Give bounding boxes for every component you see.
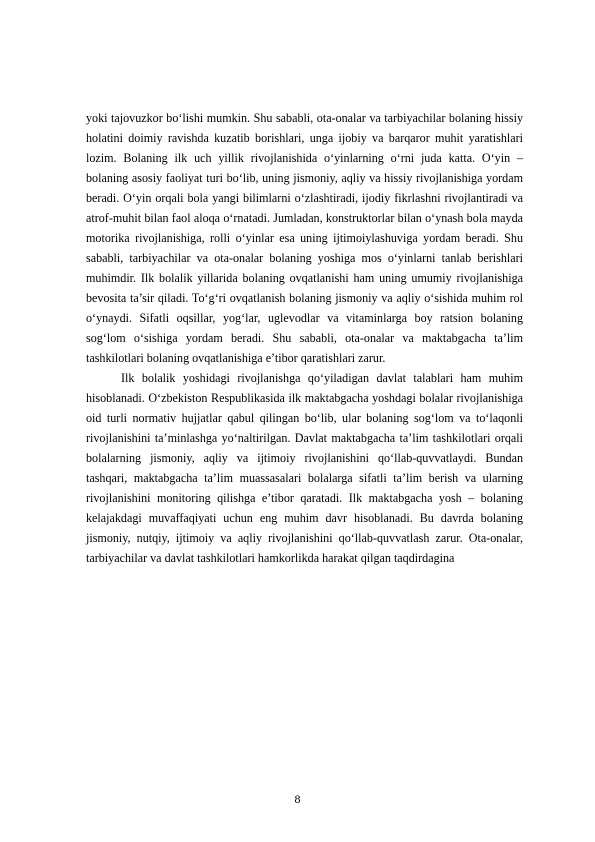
paragraph-continuation: yoki tajovuzkor bo‘lishi mumkin. Shu sababli, ota-onalar va tarbiyachilar bolaning hissiy holatini doimiy ravishda kuzatib borishlari, unga ijobiy va barqaror muhit yaratishlari lozim. Bolaning ilk uch yillik rivojlanishida o‘yinlarning o‘rni juda katta. O‘yin – bolaning asosiy faoliyat turi bo‘lib, uning jismoniy, aqliy va hissiy rivojlanishiga yordam beradi. O‘yin orqali bola yangi bilimlarni o‘zlashtiradi, ijodiy fikrlashni rivojlantiradi va atrof-muhit bilan faol aloqa o‘rnatadi. Jumladan, konstruktorlar bilan o‘ynash bola mayda motorika rivojlanishiga, rolli o‘yinlar esa uning ijtimoiylashuviga yordam beradi. Shu sababli, tarbiyachilar va ota-onalar bolaning yoshiga mos o‘yinlarni tanlab berishlari muhimdir. Ilk bolalik yillarida bolaning ovqatlanishi ham uning umumiy rivojlanishiga bevosita ta’sir qiladi. To‘g‘ri ovqatlanish bolaning jismoniy va aqliy o‘sishida muhim rol o‘ynaydi. Sifatli oqsillar, yog‘lar, uglevodlar va vitaminlarga boy ratsion bolaning sog‘lom o‘sishiga yordam beradi. Shu sababli, ota-onalar va maktabgacha ta’lim tashkilotlari bolaning ovqatlanishiga e’tibor qaratishlari zarur. [86,111,523,365]
paragraph-requirements: Ilk bolalik yoshidagi rivojlanishga qo‘yiladigan davlat talablari ham muhim hisoblanadi. O‘zbekiston Respublikasida ilk maktabgacha yoshdagi bolalar rivojlanishiga oid turli normativ hujjatlar qabul qilingan bo‘lib, ular bolaning sog‘lom va to‘laqonli rivojlanishini ta’minlashga yo‘naltirilgan. Davlat maktabgacha ta’lim tashkilotlari orqali bolalarning jismoniy, aqliy va ijtimoiy rivojlanishini qo‘llab-quvvatlaydi. Bundan tashqari, maktabgacha ta’lim muassasalari bolalarga sifatli ta’lim berish va ularning rivojlanishini monitoring qilishga e’tibor qaratadi. Ilk maktabgacha yosh – bolaning kelajakdagi muvaffaqiyati uchun eng muhim davr hisoblanadi. Bu davrda bolaning jismoniy, nutqiy, ijtimoiy va aqliy rivojlanishini qo‘llab-quvvatlash zarur. Ota-onalar, tarbiyachilar va davlat tashkilotlari hamkorlikda harakat qilgan taqdirdagina [86,371,523,565]
page-number: 8 [294,792,301,806]
body-text [86,108,523,568]
